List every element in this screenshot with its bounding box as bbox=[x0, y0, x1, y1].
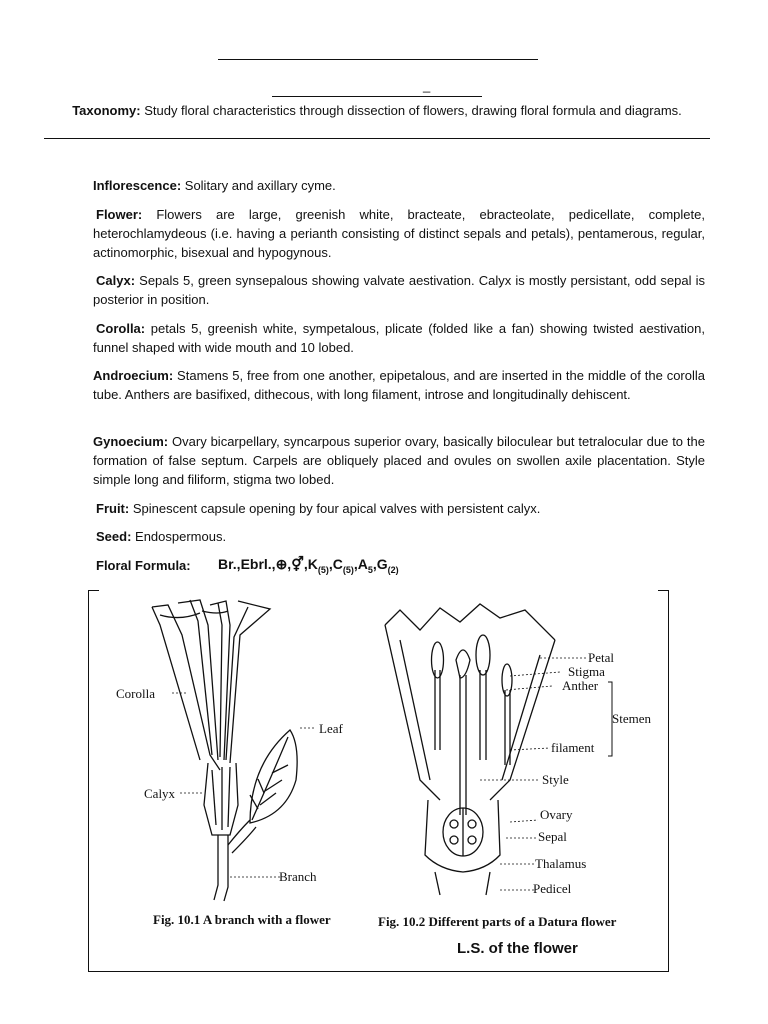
formula-a-sub: 5 bbox=[367, 564, 373, 575]
header-underscore: _ bbox=[423, 78, 431, 93]
label-thalamus: Thalamus bbox=[535, 856, 587, 871]
section-label: Flower: bbox=[96, 207, 143, 222]
section-text: Ovary bicarpellary, syncarpous superior ovary, basically biloculear but tetralocular due to the formation of false septum. Carpels are obliquely placed and ovules on swollen axile placentation. Style simple long and filiform, stigma two lobed. bbox=[93, 434, 705, 487]
label-stigma: Stigma bbox=[568, 664, 605, 679]
formula-k-sub: (5) bbox=[317, 564, 329, 575]
formula-symbols: ⊕,⚥, bbox=[275, 556, 308, 572]
section-androecium bbox=[93, 366, 705, 404]
section-text: Solitary and axillary cyme. bbox=[181, 178, 336, 193]
section-corolla bbox=[93, 319, 705, 357]
figure1-branch-drawing bbox=[100, 595, 370, 915]
taxonomy-label: Taxonomy: bbox=[72, 103, 141, 118]
section-label: Corolla: bbox=[96, 321, 146, 336]
header-rule-middle bbox=[272, 96, 482, 97]
formula-label-text: Floral Formula: bbox=[96, 558, 191, 573]
formula-g: ,G bbox=[372, 556, 388, 572]
label-anther: Anther bbox=[562, 678, 599, 693]
formula-c: ,C bbox=[328, 556, 343, 572]
header-rule-bottom bbox=[44, 138, 710, 139]
section-label: Fruit: bbox=[96, 501, 130, 516]
section-inflorescence bbox=[93, 176, 705, 195]
section-label: Inflorescence: bbox=[93, 178, 182, 193]
section-label: Gynoecium: bbox=[93, 434, 169, 449]
section-text: Endospermous. bbox=[131, 529, 227, 544]
taxonomy-text: Study floral characteristics through dissection of flowers, drawing floral formula and diagrams. bbox=[140, 103, 682, 118]
label-stemen: Stemen bbox=[612, 711, 651, 726]
section-fruit bbox=[93, 499, 705, 518]
section-text: petals 5, greenish white, sympetalous, plicate (folded like a fan) showing twisted aestivation, funnel shaped with wide mouth and 10 lobed. bbox=[93, 321, 705, 355]
label-ovary: Ovary bbox=[540, 807, 573, 822]
formula-k: K bbox=[307, 556, 318, 572]
label-calyx: Calyx bbox=[144, 786, 176, 801]
floral-formula bbox=[218, 556, 399, 575]
label-pedicel: Pedicel bbox=[533, 881, 572, 896]
figure1-caption: Fig. 10.1 A branch with a flower bbox=[153, 912, 331, 927]
formula-prefix: Br.,Ebrl., bbox=[218, 556, 276, 572]
section-flower bbox=[93, 205, 705, 262]
section-text: Stamens 5, free from one another, epipetalous, and are inserted in the middle of the corolla tube. Anthers are basifixed, dithecous, with long filament, introse and longitudinally dehiscent. bbox=[93, 368, 705, 402]
formula-c-sub: (5) bbox=[342, 564, 354, 575]
section-text: Spinescent capsule opening by four apical valves with persistent calyx. bbox=[129, 501, 541, 516]
section-seed bbox=[93, 527, 705, 546]
section-label: Calyx: bbox=[96, 273, 136, 288]
label-style: Style bbox=[542, 772, 569, 787]
ls-flower-caption: L.S. of the flower bbox=[457, 940, 578, 957]
floral-formula-label bbox=[93, 556, 191, 575]
taxonomy-heading bbox=[44, 102, 710, 120]
figure2-caption: Fig. 10.2 Different parts of a Datura flower bbox=[378, 914, 617, 929]
formula-a: ,A bbox=[353, 556, 368, 572]
header-rule-top bbox=[218, 59, 538, 60]
label-sepal: Sepal bbox=[538, 829, 567, 844]
section-text: Flowers are large, greenish white, bracteate, ebracteolate, pedicellate, complete, heterochlamydeous (i.e. having a perianth consisting of distinct sepals and petals), pentamerous, regular, actinomorphic, bisexual and hypogynous. bbox=[93, 207, 705, 260]
section-gynoecium bbox=[93, 432, 705, 489]
formula-g-sub: (2) bbox=[387, 564, 399, 575]
label-leaf: Leaf bbox=[319, 721, 343, 736]
label-filament: filament bbox=[551, 740, 595, 755]
label-branch: Branch bbox=[279, 869, 317, 884]
section-label: Androecium: bbox=[93, 368, 174, 383]
section-calyx bbox=[93, 271, 705, 309]
section-label: Seed: bbox=[96, 529, 132, 544]
label-corolla: Corolla bbox=[116, 686, 155, 701]
label-petal: Petal bbox=[588, 650, 614, 665]
section-text: Sepals 5, green synsepalous showing valvate aestivation. Calyx is mostly persistant, odd sepal is posterior in position. bbox=[93, 273, 705, 307]
